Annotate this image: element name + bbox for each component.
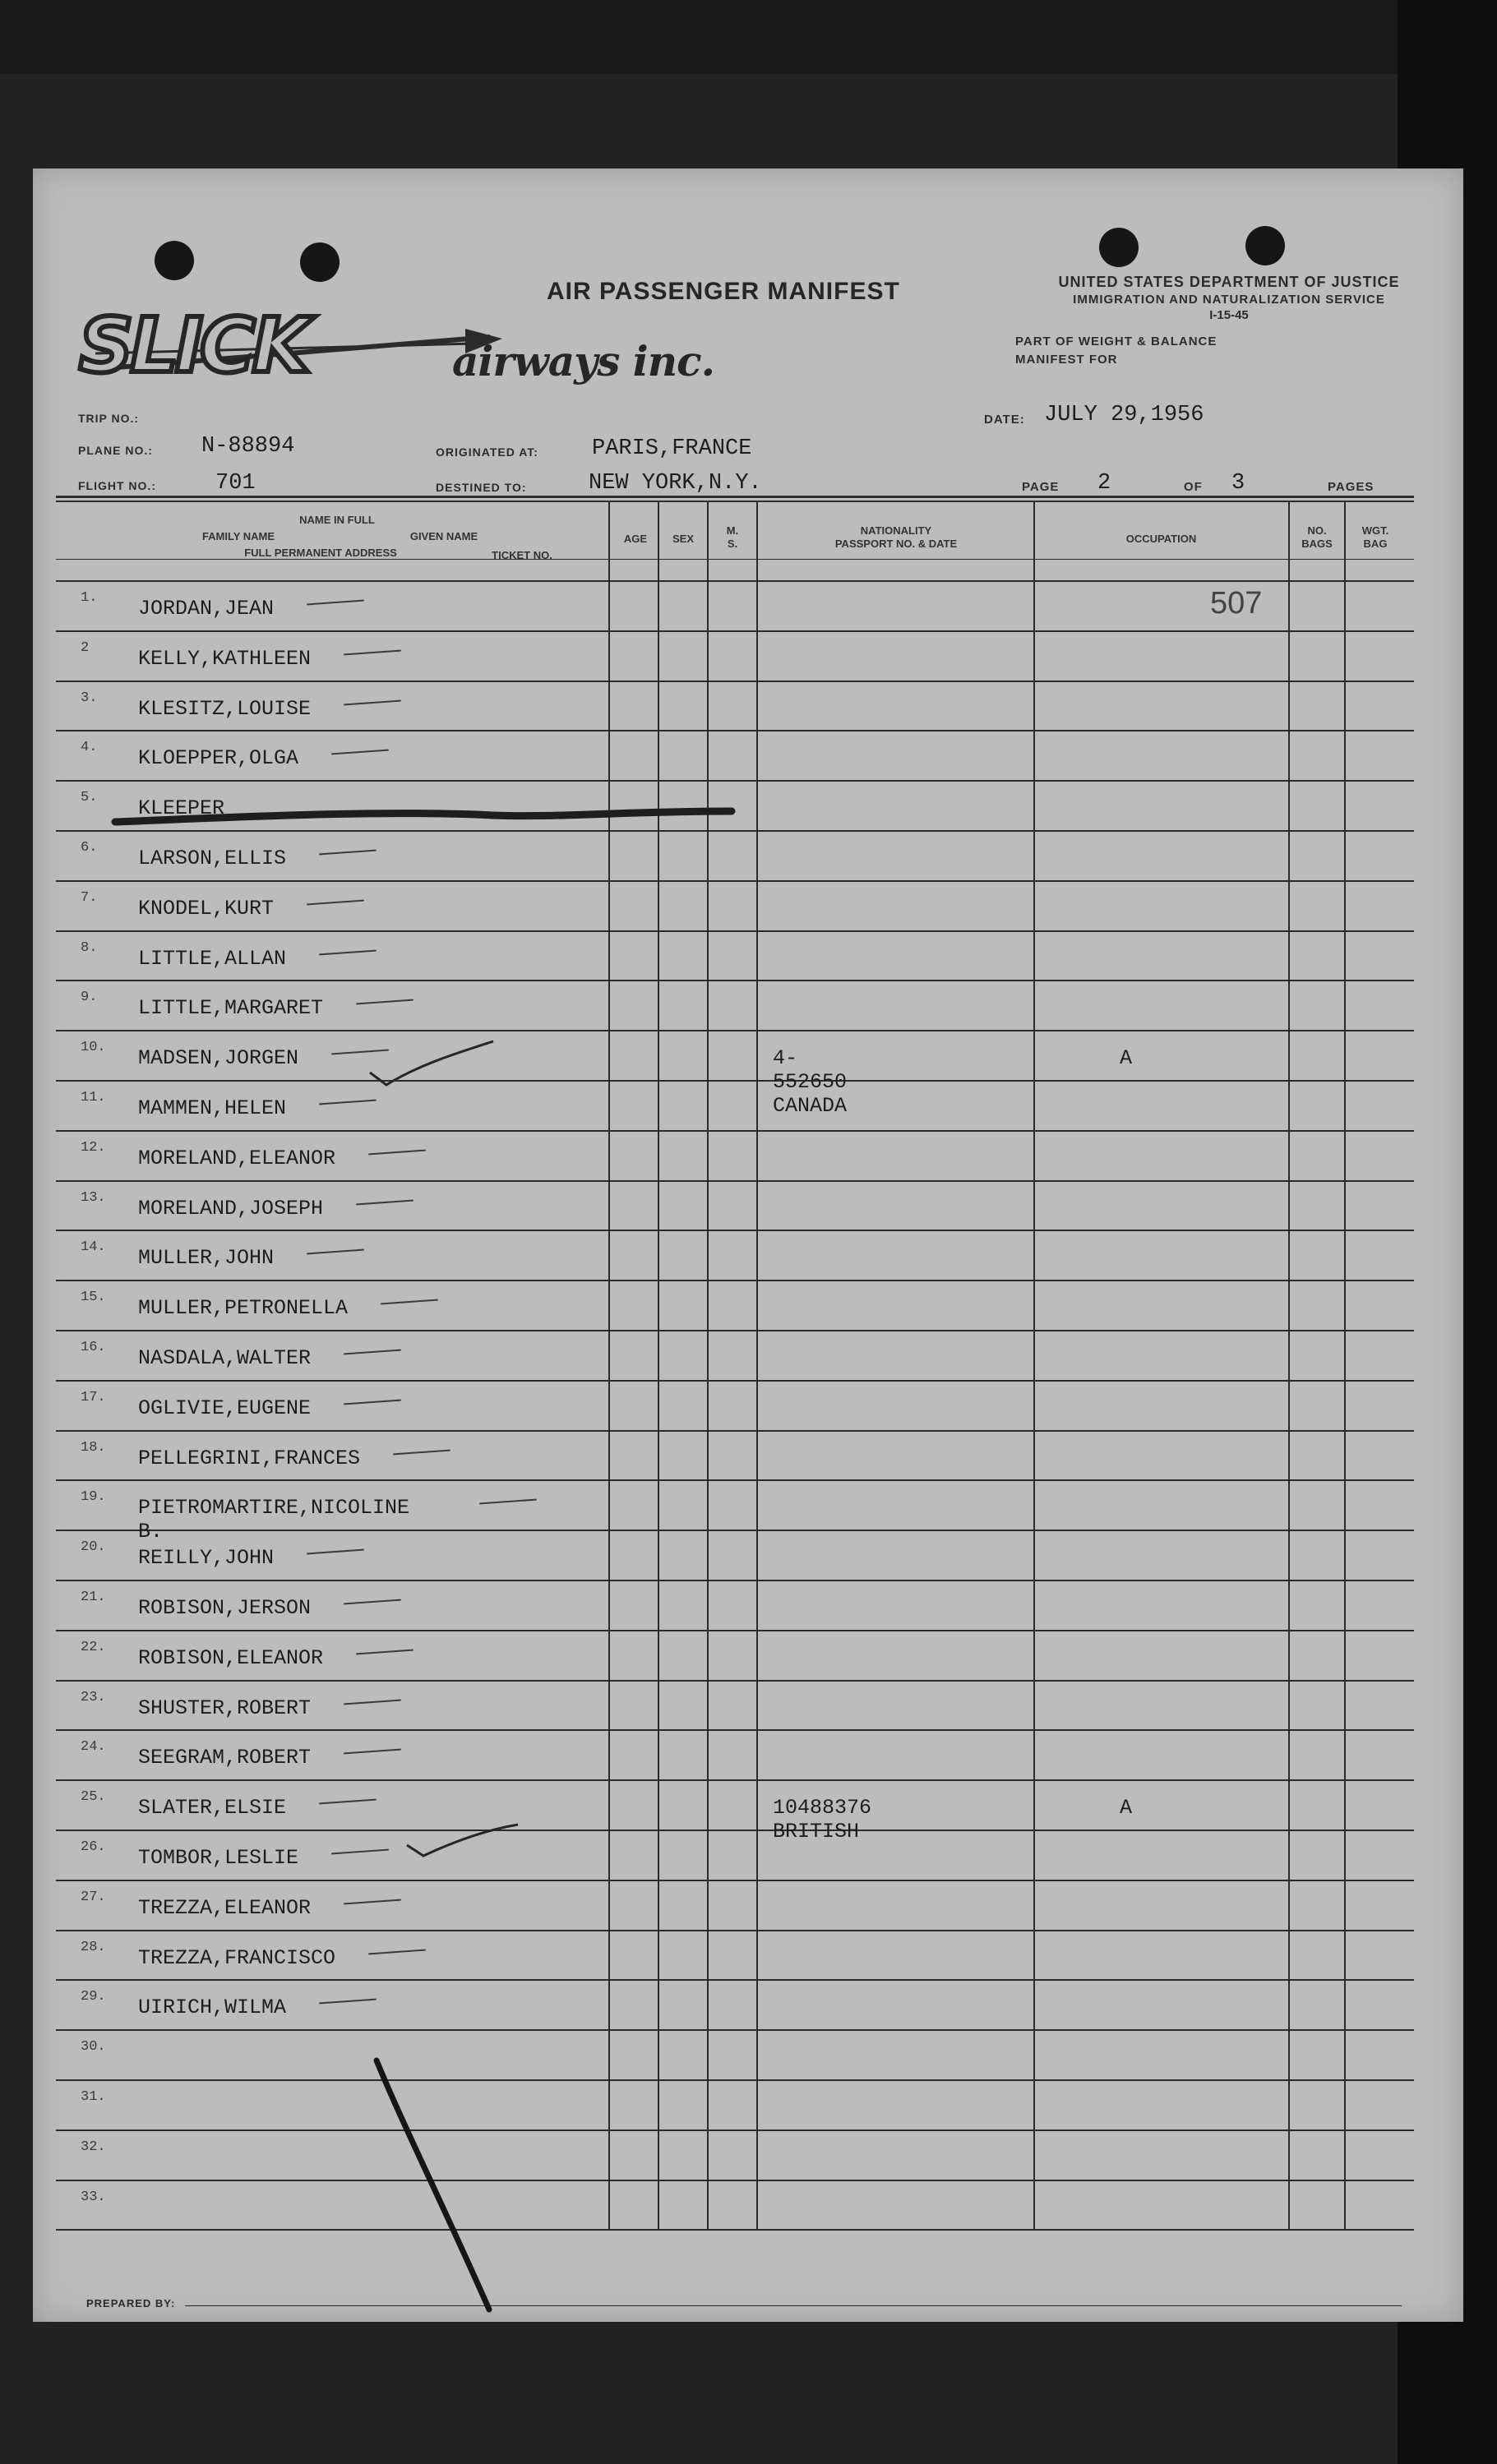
row-number: 3.	[81, 690, 98, 706]
passenger-name: REILLY,JOHN	[138, 1546, 275, 1571]
passenger-name: MORELAND,ELEANOR	[138, 1146, 336, 1170]
col-name-header-2: FAMILY NAME	[201, 530, 275, 542]
passenger-name: TOMBOR,LESLIE	[138, 1846, 299, 1870]
passenger-name: TREZZA,ELEANOR	[138, 1895, 312, 1920]
row-number: 30.	[81, 2039, 106, 2056]
passenger-name: PELLEGRINI,FRANCES	[138, 1446, 361, 1470]
col-ms-line: M.	[726, 524, 739, 537]
row-number: 31.	[81, 2089, 106, 2105]
doj-line: UNITED STATES DEPARTMENT OF JUSTICE	[1058, 274, 1400, 290]
col-occupation-header: OCCUPATION	[1125, 533, 1197, 545]
passenger-name: KELLY,KATHLEEN	[138, 646, 312, 671]
row-number: 16.	[81, 1340, 106, 1355]
doj-line: IMMIGRATION AND NATURALIZATION SERVICE	[1073, 293, 1385, 307]
row-number: 26.	[81, 1839, 106, 1855]
originated-value: PARIS,FRANCE	[592, 436, 752, 461]
passenger-name: JORDAN,JEAN	[138, 597, 275, 621]
page-value: 2	[1097, 471, 1111, 496]
pen-stroke-mark	[377, 2060, 489, 2309]
row-number: 4.	[81, 740, 98, 756]
passenger-name: SHUSTER,ROBERT	[138, 1696, 312, 1720]
col-bags-line: BAGS	[1301, 538, 1333, 550]
row-number: 7.	[81, 889, 98, 906]
row-number: 23.	[81, 1689, 106, 1705]
passenger-name: MULLER,PETRONELLA	[138, 1296, 349, 1321]
manifest-paper	[33, 168, 1463, 2322]
row-number: 2	[81, 639, 90, 656]
row-number: 28.	[81, 1939, 106, 1955]
col-ms-line: S.	[727, 538, 738, 550]
row-number: 32.	[81, 2139, 106, 2155]
date-label: DATE:	[984, 413, 1025, 427]
passenger-name: LITTLE,ALLAN	[138, 946, 287, 971]
passenger-name: ROBISON,ELEANOR	[138, 1645, 324, 1670]
passenger-name: OGLIVIE,EUGENE	[138, 1396, 312, 1420]
row-number: 8.	[81, 939, 98, 956]
doj-line: MANIFEST FOR	[1015, 353, 1118, 367]
check-mark	[370, 1041, 493, 1085]
occupation-value: A	[1120, 1796, 1133, 1820]
logo-text: SLICK	[79, 302, 307, 390]
row-number: 1.	[81, 590, 98, 606]
manifest-title: AIR PASSENGER MANIFEST	[547, 278, 900, 305]
originated-label: ORIGINATED AT:	[436, 445, 538, 459]
passenger-name: KLEEPER	[138, 796, 225, 821]
destined-label: DESTINED TO:	[436, 481, 527, 494]
passenger-name: ROBISON,JERSON	[138, 1596, 312, 1620]
doj-line: PART OF WEIGHT & BALANCE	[1015, 335, 1217, 348]
pages-label: PAGES	[1328, 480, 1375, 494]
col-wgt-line: BAG	[1363, 538, 1388, 550]
flight-value: 701	[215, 471, 256, 496]
row-number: 27.	[81, 1889, 106, 1905]
row-number: 14.	[81, 1239, 106, 1256]
row-number: 18.	[81, 1439, 106, 1456]
passenger-name: NASDALA,WALTER	[138, 1346, 312, 1370]
passport-nationality: 10488376 BRITISH	[773, 1796, 872, 1844]
flight-label: FLIGHT NO.:	[78, 479, 156, 492]
check-mark	[407, 1825, 518, 1856]
col-name-header-2b: GIVEN NAME	[409, 530, 478, 542]
col-bags-line: NO.	[1307, 524, 1327, 537]
passport-nationality: 4-552650 CANADA	[773, 1046, 848, 1119]
row-number: 6.	[81, 840, 98, 856]
passenger-name: UIRICH,WILMA	[138, 1996, 287, 2020]
row-number: 9.	[81, 990, 98, 1006]
passenger-name: MAMMEN,HELEN	[138, 1096, 287, 1120]
destined-value: NEW YORK,N.Y.	[589, 471, 762, 496]
row-number: 15.	[81, 1290, 106, 1306]
passenger-name: SLATER,ELSIE	[138, 1796, 287, 1820]
passenger-name: MORELAND,JOSEPH	[138, 1196, 324, 1220]
handwritten-marks	[33, 168, 1463, 2322]
prepared-by-label: PREPARED BY:	[86, 2297, 176, 2309]
row-number: 13.	[81, 1189, 106, 1206]
strikethrough-mark	[115, 811, 732, 822]
row-number: 25.	[81, 1789, 106, 1806]
row-number: 19.	[81, 1489, 106, 1506]
passenger-name: LARSON,ELLIS	[138, 847, 287, 870]
trip-label: TRIP NO.:	[78, 412, 140, 425]
row-number: 29.	[81, 1989, 106, 2005]
col-sex-header: SEX	[672, 533, 694, 545]
row-number: 5.	[81, 790, 98, 806]
plane-label: PLANE NO.:	[78, 444, 153, 457]
of-label: OF	[1184, 480, 1203, 494]
row-number: 10.	[81, 1040, 106, 1056]
passenger-name: KNODEL,KURT	[138, 896, 275, 921]
col-age-header: AGE	[623, 533, 648, 545]
row-number: 33.	[81, 2189, 106, 2205]
row-number: 20.	[81, 1539, 106, 1556]
passenger-name: MULLER,JOHN	[138, 1246, 275, 1271]
col-nat-line: PASSPORT NO. & DATE	[834, 538, 958, 550]
row-number: 11.	[81, 1090, 106, 1105]
row-number: 21.	[81, 1590, 106, 1605]
row-number: 22.	[81, 1639, 106, 1655]
plane-value: N-88894	[201, 434, 295, 459]
col-nat-line: NATIONALITY	[860, 524, 932, 537]
page-label: PAGE	[1022, 480, 1060, 494]
row-number: 17.	[81, 1389, 106, 1405]
row-number: 24.	[81, 1739, 106, 1756]
col-name-header-1: NAME IN FULL	[299, 514, 375, 526]
col-name-header-3: FULL PERMANENT ADDRESS	[244, 547, 397, 559]
passenger-name: SEEGRAM,ROBERT	[138, 1746, 312, 1770]
doj-line: I-15-45	[1209, 308, 1249, 322]
col-ticket-header: TICKET NO.	[492, 549, 552, 561]
row-number: 12.	[81, 1139, 106, 1156]
of-value: 3	[1231, 471, 1245, 496]
logo-script: airways inc.	[452, 337, 714, 385]
passenger-name: KLESITZ,LOUISE	[138, 696, 312, 721]
occupation-value: A	[1120, 1046, 1133, 1071]
col-wgt-line: WGT.	[1361, 524, 1389, 537]
date-value: JULY 29,1956	[1044, 403, 1204, 427]
passenger-name: KLOEPPER,OLGA	[138, 746, 299, 771]
passenger-name: PIETROMARTIRE,NICOLINE B.	[138, 1496, 410, 1544]
passenger-name: MADSEN,JORGEN	[138, 1046, 299, 1071]
stamp-number: 507	[1210, 586, 1263, 621]
passenger-name: LITTLE,MARGARET	[138, 996, 324, 1021]
passenger-name: TREZZA,FRANCISCO	[138, 1945, 336, 1970]
